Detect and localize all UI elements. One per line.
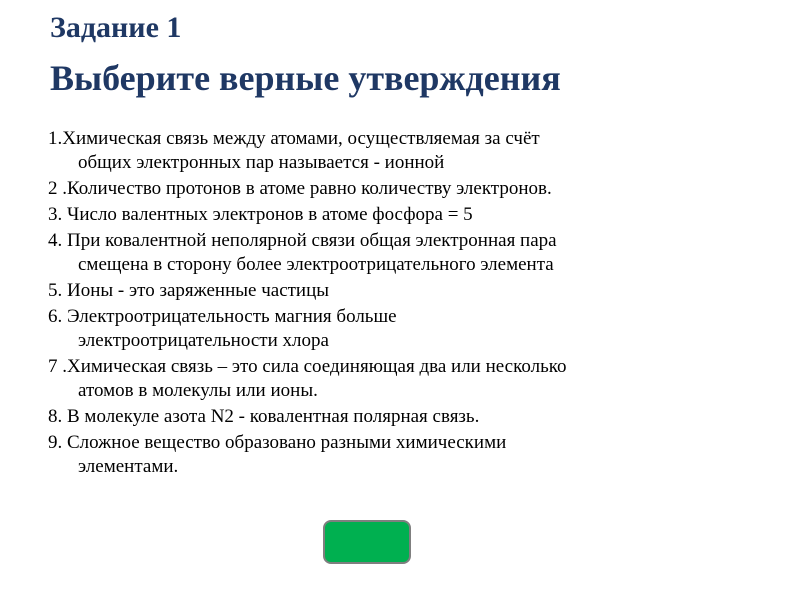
statement-text-continued: электроотрицательности хлора xyxy=(78,330,329,351)
statement-9[interactable] xyxy=(48,431,788,479)
statement-text: 3. Число валентных электронов в атоме фосфора = 5 xyxy=(48,204,473,225)
statement-text: 7 .Химическая связь – это сила соединяющая два или несколько xyxy=(48,356,567,377)
statement-7[interactable] xyxy=(48,355,788,403)
statement-text-continued: атомов в молекулы или ионы. xyxy=(78,380,318,401)
statement-text: 5. Ионы - это заряженные частицы xyxy=(48,280,330,301)
green-check-button[interactable] xyxy=(323,520,411,564)
statement-1[interactable] xyxy=(48,127,788,175)
statement-6[interactable] xyxy=(48,305,788,353)
statement-text-continued: общих электронных пар называется - ионной xyxy=(78,152,445,173)
statement-text: 2 .Количество протонов в атоме равно количеству электронов. xyxy=(48,178,552,199)
statement-text: 8. В молекуле азота N2 - ковалентная полярная связь. xyxy=(48,406,480,427)
statement-text: 6. Электроотрицательность магния больше xyxy=(48,306,397,327)
statement-2[interactable] xyxy=(48,177,788,201)
statement-text-continued: смещена в сторону более электроотрицательного элемента xyxy=(78,254,554,275)
statement-8[interactable] xyxy=(48,405,788,429)
statements-list xyxy=(48,127,788,481)
task-label: Задание 1 xyxy=(50,11,182,44)
statement-5[interactable] xyxy=(48,279,788,303)
statement-text-continued: элементами. xyxy=(78,456,179,477)
statement-text: 1.Химическая связь между атомами, осуществляемая за счёт xyxy=(48,128,540,149)
statement-text: 9. Сложное вещество образовано разными химическими xyxy=(48,432,507,453)
statement-text: 4. При ковалентной неполярной связи общая электронная пара xyxy=(48,230,557,251)
slide-heading: Выберите верные утверждения xyxy=(50,58,561,98)
statement-4[interactable] xyxy=(48,229,788,277)
statement-3[interactable] xyxy=(48,203,788,227)
